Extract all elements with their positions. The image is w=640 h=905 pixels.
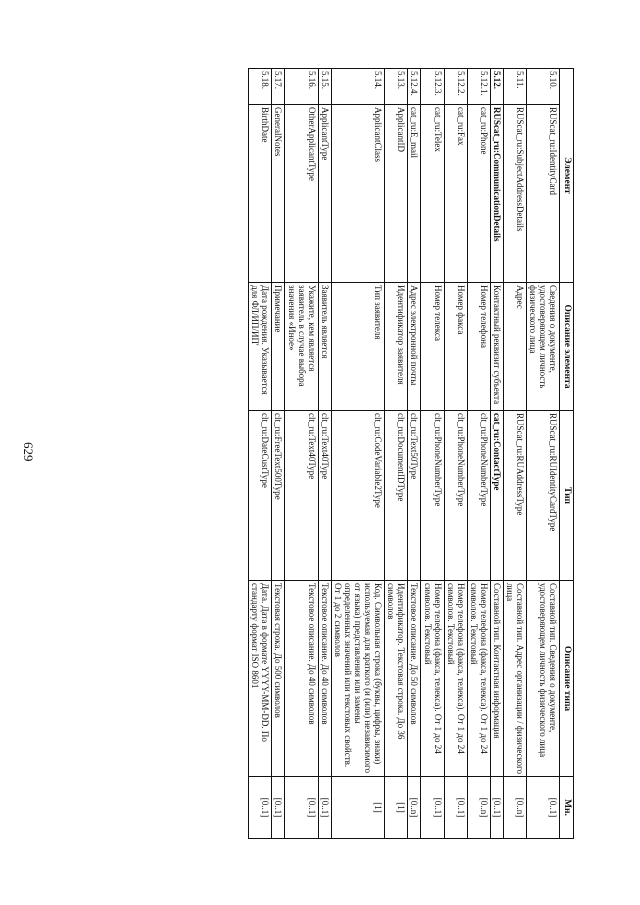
rotated-page-content — [248, 68, 574, 838]
row-type-description: Номер телефона (факса, телекса). От 1 до 24 символов. Текстовый — [467, 581, 490, 777]
table-header-row — [560, 69, 574, 839]
row-multiplicity: [0..1] — [527, 777, 560, 839]
row-type-description: Дата. Дата в формате YYYY-MM-DD. По стандарту формат ISO 8601 — [249, 581, 272, 777]
row-type: clt_ru:Text40Type — [285, 411, 318, 581]
row-element-description: Укажите, кем является заявитель в случае выбора значения «Иное» — [285, 283, 318, 411]
row-number: 5.12. — [490, 69, 503, 105]
table-row — [467, 69, 490, 839]
row-type: clt_ru:PhoneNumberType — [444, 411, 467, 581]
row-type: clt_ru:Text40Type — [318, 411, 331, 581]
row-multiplicity: [1] — [331, 777, 384, 839]
table-row — [249, 69, 272, 839]
row-element-name: ApplicantID — [385, 105, 408, 283]
row-type: clt_ru:PhoneNumberType — [421, 411, 444, 581]
row-element-name: cat_ru:Phone — [467, 105, 490, 283]
row-number: 5.12.2. — [444, 69, 467, 105]
row-element-description: Номер факса — [444, 283, 467, 411]
row-element-description: Адрес — [503, 283, 526, 411]
row-element-name: RUScat_ru:SubjectAddressDetails — [503, 105, 526, 283]
row-type-description: Идентификатор. Текстовая строка. До 36 символов — [385, 581, 408, 777]
table-row — [331, 69, 384, 839]
row-multiplicity: [0..n] — [467, 777, 490, 839]
row-element-name: GeneralNotes — [272, 105, 285, 283]
row-element-name: RUScat_ru:CommunicationDetails — [490, 105, 503, 283]
header-element: Элемент — [560, 69, 574, 283]
row-number: 5.15. — [318, 69, 331, 105]
row-multiplicity: [0..1] — [285, 777, 318, 839]
row-number: 5.12.3. — [421, 69, 444, 105]
row-element-description: Номер телекса — [421, 283, 444, 411]
row-type: clt_ru:Text50Type — [408, 411, 421, 581]
row-element-name: cat_ru:E_mail — [408, 105, 421, 283]
row-type: clt_ru:DocumentIDType — [385, 411, 408, 581]
row-type: clt_ru:FreeText500Type — [272, 411, 285, 581]
row-element-name: RUScat_ru:IdentityCard — [527, 105, 560, 283]
row-type-description: Текстовое описание. До 50 символов — [408, 581, 421, 777]
row-type: RUScat_ru:RUIdentityCardType — [527, 411, 560, 581]
table-row — [444, 69, 467, 839]
header-type: Тип — [560, 411, 574, 581]
row-multiplicity: [0..1] — [421, 777, 444, 839]
row-element-name: BirthDate — [249, 105, 272, 283]
row-element-description: Заявитель является — [318, 283, 331, 411]
row-number: 5.18. — [249, 69, 272, 105]
row-type-description: Составной тип. Адрес организации / физического лица — [503, 581, 526, 777]
row-number: 5.10. — [527, 69, 560, 105]
row-element-description: Сведения о документе, удостоверяющем личность физического лица — [527, 283, 560, 411]
row-multiplicity: [0..n] — [408, 777, 421, 839]
row-element-description: Примечание — [272, 283, 285, 411]
table-row — [385, 69, 408, 839]
table-row — [527, 69, 560, 839]
header-type-description: Описание типа — [560, 581, 574, 777]
row-number: 5.11. — [503, 69, 526, 105]
row-type-description: Составной тип. Сведения о документе, удостоверяющем личность физического лица — [527, 581, 560, 777]
row-type-description: Код. Символьная строка (буквы, цифры, знаки) используемая для краткого (и (или) независимого от языка) представления или замены определенных значений или текстовых свойств. От 1 до 2 символов — [331, 581, 384, 777]
row-multiplicity: [0..1] — [249, 777, 272, 839]
row-number: 5.12.1. — [467, 69, 490, 105]
row-number: 5.17. — [272, 69, 285, 105]
row-type: clt_ru:PhoneNumberType — [467, 411, 490, 581]
row-number: 5.16. — [285, 69, 318, 105]
row-type: clt_ru:DateCustType — [249, 411, 272, 581]
row-multiplicity: [0..n] — [503, 777, 526, 839]
row-number: 5.14. — [331, 69, 384, 105]
row-multiplicity: [0..1] — [444, 777, 467, 839]
row-multiplicity: [0..1] — [318, 777, 331, 839]
row-element-description: Тип заявителя — [331, 283, 384, 411]
table-row — [272, 69, 285, 839]
row-element-name: OtherApplicantType — [285, 105, 318, 283]
table-row — [490, 69, 503, 839]
row-type-description: Текстовая строка. До 500 символов — [272, 581, 285, 777]
table-row — [285, 69, 318, 839]
row-type-description: Номер телефона (факса, телекса). От 1 до 24 символов. Текстовый — [421, 581, 444, 777]
schema-table — [248, 68, 574, 839]
row-multiplicity: [0..1] — [490, 777, 503, 839]
row-element-name: ApplicantClass — [331, 105, 384, 283]
row-multiplicity: [0..1] — [272, 777, 285, 839]
row-element-description: Адрес электронной почты — [408, 283, 421, 411]
row-type-description: Составной тип. Контактная информация — [490, 581, 503, 777]
row-element-description: Идентификатор заявителя — [385, 283, 408, 411]
row-type-description: Номер телефона (факса, телекса). От 1 до 24 символов. Текстовый — [444, 581, 467, 777]
page-number: 629 — [21, 442, 36, 462]
row-element-name: cat_ru:Fax — [444, 105, 467, 283]
header-multiplicity: Мн. — [560, 777, 574, 839]
row-type-description: Текстовое описание. До 40 символов — [318, 581, 331, 777]
row-element-description: Дата рождения. Указывается для ФЛ/ИП/ИП' — [249, 283, 272, 411]
row-type: cat_ru:ContactType — [490, 411, 503, 581]
table-row — [408, 69, 421, 839]
row-number: 5.13. — [385, 69, 408, 105]
row-element-name: ApplicantType — [318, 105, 331, 283]
table-row — [503, 69, 526, 839]
row-element-description: Номер телефона — [467, 283, 490, 411]
row-element-description: Контактный реквизит субъекта — [490, 283, 503, 411]
row-type-description: Текстовое описание. До 40 символов — [285, 581, 318, 777]
table-row — [318, 69, 331, 839]
row-type: RUScat_ru:RUAddressType — [503, 411, 526, 581]
table-row — [421, 69, 444, 839]
row-type: clt_ru:CodeVariable2Type — [331, 411, 384, 581]
row-element-name: cat_ru:Telex — [421, 105, 444, 283]
header-element-description: Описание элемента — [560, 283, 574, 411]
row-multiplicity: [1] — [385, 777, 408, 839]
row-number: 5.12.4. — [408, 69, 421, 105]
